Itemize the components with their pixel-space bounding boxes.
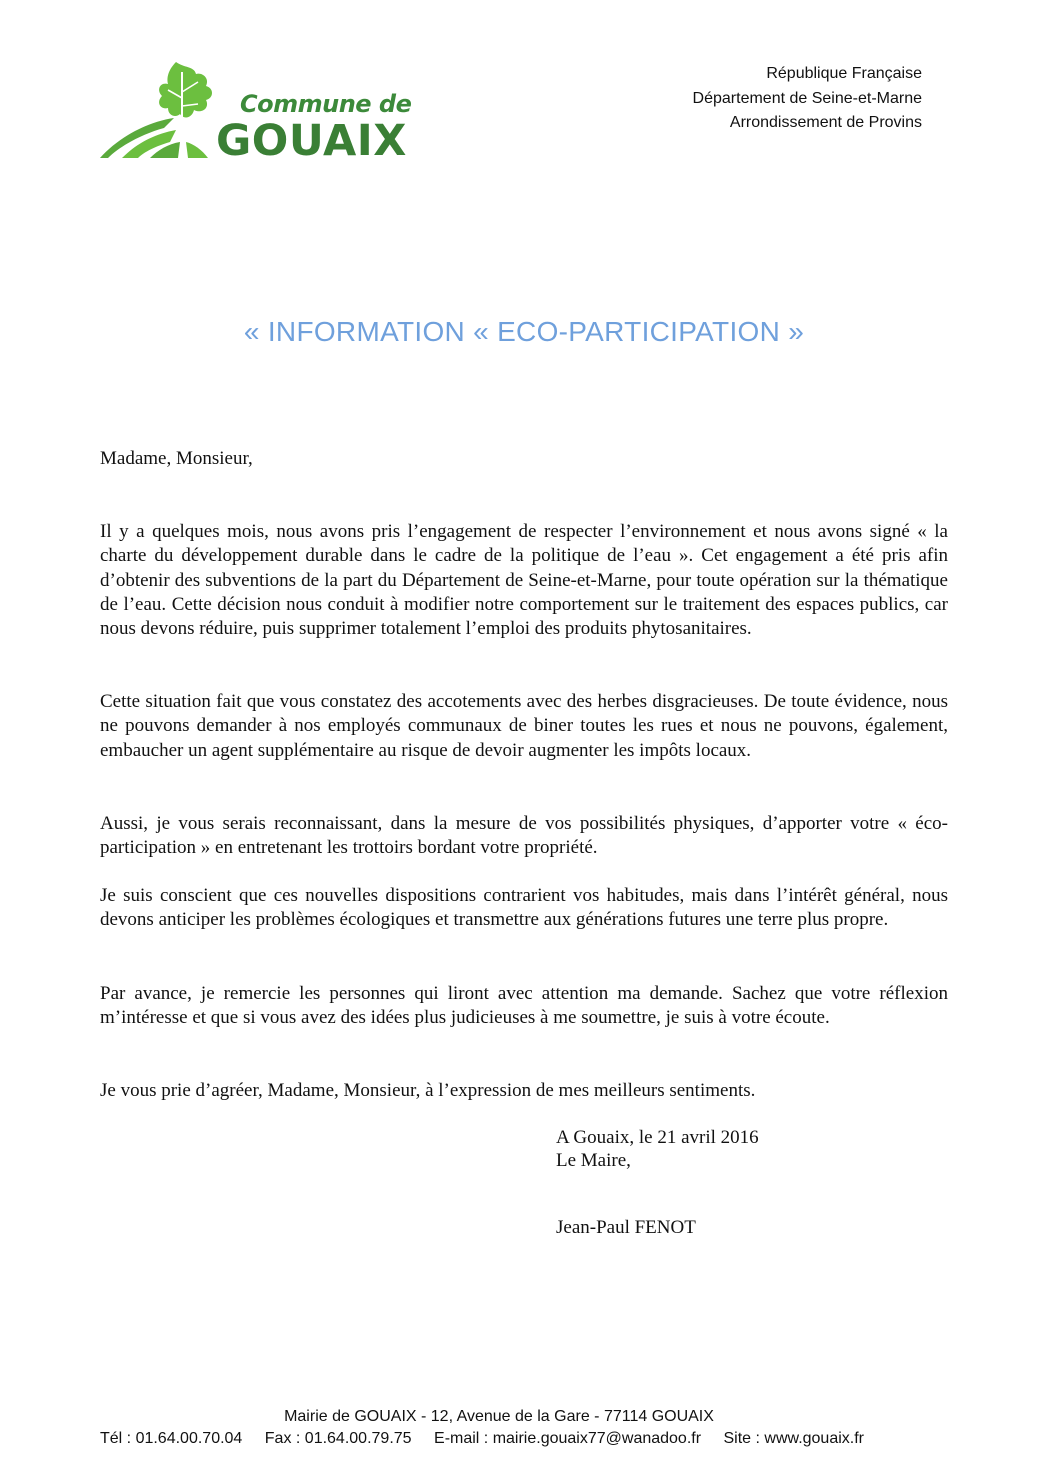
signature-role: Le Maire, [556, 1150, 631, 1171]
signature-name: Jean-Paul FENOT [556, 1217, 696, 1238]
paragraph-4: Je suis conscient que ces nouvelles dispositions contrarient vos habitudes, mais dans l’intérêt général, nous devons anticiper les problèmes écologiques et transmettre aux générations futures une terre plus propre. [100, 885, 948, 931]
header-republique: République Française [766, 65, 922, 82]
salutation: Madame, Monsieur, [100, 448, 253, 469]
logo-commune-text: Commune de [240, 90, 412, 118]
letterhead-admin-info [693, 62, 922, 136]
commune-logo [98, 58, 412, 168]
footer-address: Mairie de GOUAIX - 12, Avenue de la Gare - 77114 GOUAIX [284, 1408, 714, 1425]
footer-contact [100, 1430, 882, 1448]
header-departement: Département de Seine-et-Marne [692, 89, 922, 107]
paragraph-3: Aussi, je vous serais reconnaissant, dans la mesure de vos possibilités physiques, d’apporter votre « éco-participation » en entretenant les trottoirs bordant votre propriété. [100, 813, 948, 859]
paragraph-5: Par avance, je remercie les personnes qui liront avec attention ma demande. Sachez que votre réflexion m’intéresse et que si vous avez des idées plus judicieuses à me soumettre, je suis à votre écoute. [100, 983, 948, 1029]
paragraph-2: Cette situation fait que vous constatez des accotements avec des herbes disgracieuses. De toute évidence, nous ne pouvons demander à nos employés communaux de biner toutes les rues et nous ne pouvons, également, embaucher un agent supplémentaire au risque de devoir augmenter les impôts locaux. [100, 691, 948, 761]
logo-gouaix-text: GOUAIX [216, 116, 407, 166]
header-arrondissement: Arrondissement de Provins [729, 114, 922, 131]
footer-fax: Fax : 01.64.00.79.75 [264, 1430, 412, 1447]
paragraph-6: Je vous prie d’agréer, Madame, Monsieur, à l’expression de mes meilleurs sentiments. [100, 1080, 756, 1101]
paragraph-1: Il y a quelques mois, nous avons pris l’engagement de respecter l’environnement et nous avons signé « la charte du développement durable dans le cadre de la politique de l’eau ». Cet engagement a été pris afin d’obtenir des subventions de la part du Département de Seine-et-Marne, pour toute opération sur la thématique de l’eau. Cette décision nous conduit à modifier notre comportement sur le traitement des espaces publics, car nous devons réduire, puis supprimer totalement l’emploi des produits phytosanitaires. [100, 521, 948, 640]
footer-email[interactable]: E-mail : mairie.gouaix77@wanadoo.fr [434, 1430, 702, 1447]
letter-title: « INFORMATION « ECO-PARTICIPATION » [243, 316, 805, 347]
footer-site[interactable]: Site : www.gouaix.fr [723, 1430, 864, 1447]
footer-tel: Tél : 01.64.00.70.04 [100, 1430, 243, 1447]
signature-date: A Gouaix, le 21 avril 2016 [556, 1127, 759, 1148]
